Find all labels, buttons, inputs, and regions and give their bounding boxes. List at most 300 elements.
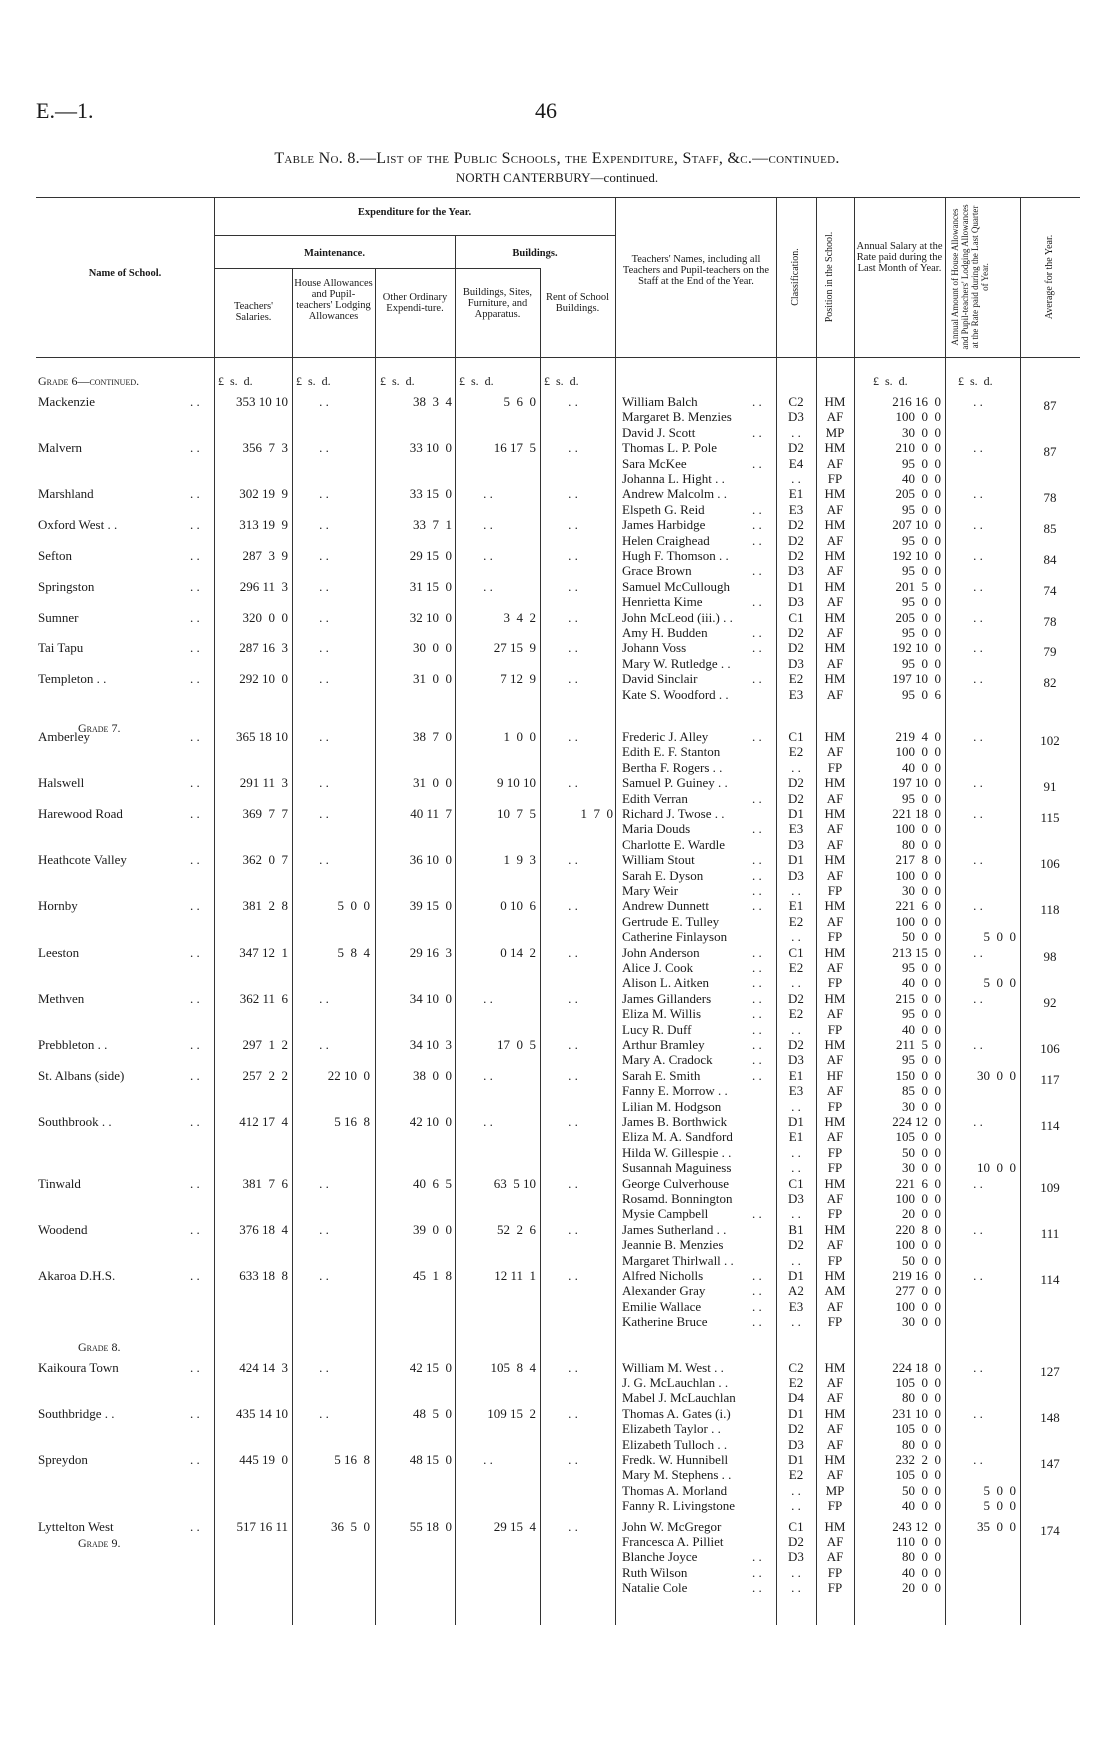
- position: HM: [824, 852, 846, 868]
- teacher-name: Johann Voss: [622, 640, 687, 656]
- buildings-expenditure: 0 10 6: [500, 898, 536, 914]
- position: HM: [824, 729, 846, 744]
- annual-salary: 243 12 0: [892, 1518, 941, 1534]
- average-attendance: 79: [1043, 644, 1057, 660]
- position: HM: [824, 486, 846, 502]
- teacher-name: Francesca A. Pilliet: [622, 1534, 724, 1549]
- page-number: 46: [535, 98, 557, 123]
- annual-salary: 40 0 0: [902, 1498, 941, 1514]
- house-allowances: . .: [319, 548, 329, 563]
- position: AF: [826, 409, 844, 425]
- classification: D1: [788, 578, 804, 594]
- school-name: Heathcote Valley: [38, 852, 127, 868]
- school-name-dots: . .: [190, 578, 200, 594]
- annual-salary: 224 12 0: [892, 1114, 941, 1129]
- header-classification: Classification.: [790, 248, 801, 306]
- rent-of-buildings: . .: [568, 1221, 578, 1237]
- house-allowance-amount: . .: [973, 1114, 983, 1129]
- teachers-salaries: 356 7 3: [242, 440, 288, 456]
- house-allowances: . .: [319, 806, 329, 821]
- buildings-expenditure: 17 0 5: [497, 1037, 536, 1052]
- average-attendance: 85: [1043, 521, 1057, 537]
- annual-salary: 207 10 0: [892, 517, 941, 533]
- teacher-name: Natalie Cole: [622, 1580, 688, 1596]
- teacher-name: Thomas A. Gates (i.): [622, 1405, 731, 1421]
- position: FP: [827, 1206, 843, 1222]
- teacher-name: James Harbidge: [622, 517, 706, 533]
- house-allowances: 22 10 0: [327, 1067, 370, 1083]
- house-allowance-amount: 5 0 0: [983, 1482, 1016, 1498]
- header-position: Position in the School.: [824, 231, 835, 323]
- annual-salary: 100 0 0: [895, 1191, 941, 1206]
- position: AF: [826, 563, 844, 579]
- teacher-name-dots: . .: [752, 1021, 762, 1037]
- classification: D3: [788, 867, 804, 883]
- teacher-name: Fanny E. Morrow . .: [622, 1083, 728, 1099]
- classification: . .: [791, 883, 801, 898]
- position: HM: [824, 671, 846, 687]
- classification: E3: [788, 1298, 804, 1314]
- teachers-salaries: 362 11 6: [239, 990, 288, 1006]
- house-allowance-amount: . .: [973, 486, 983, 502]
- teacher-name: Samuel P. Guiney . .: [622, 775, 728, 791]
- position: AF: [826, 744, 844, 760]
- house-allowances: . .: [319, 1175, 329, 1191]
- rent-of-buildings: . .: [568, 775, 578, 791]
- currency-heading: £ s. d.: [218, 374, 253, 388]
- house-allowance-amount: 5 0 0: [983, 975, 1016, 991]
- header-house-allowances: House Allowances and Pupil-teachers' Lodging Allowances: [294, 278, 373, 322]
- house-allowance-amount: . .: [973, 394, 983, 409]
- teacher-name: Grace Brown: [622, 563, 692, 579]
- teacher-name: Helen Craighead: [622, 532, 710, 548]
- position: HM: [824, 898, 846, 914]
- annual-salary: 105 0 0: [895, 1129, 941, 1145]
- position: FP: [827, 1098, 843, 1114]
- teacher-name-dots: . .: [752, 790, 762, 806]
- rent-of-buildings: . .: [568, 1067, 578, 1083]
- teachers-salaries: 376 18 4: [239, 1221, 288, 1237]
- buildings-expenditure: . .: [483, 1452, 493, 1467]
- teacher-name-dots: . .: [752, 990, 762, 1006]
- position: FP: [827, 471, 843, 486]
- other-expenditure: 40 6 5: [413, 1175, 452, 1191]
- teacher-name-dots: . .: [752, 563, 762, 579]
- other-expenditure: 42 15 0: [409, 1359, 452, 1375]
- position: HM: [824, 1175, 846, 1191]
- teachers-salaries: 296 11 3: [239, 578, 288, 594]
- annual-salary: 231 10 0: [892, 1405, 941, 1421]
- school-name-dots: . .: [190, 1359, 200, 1375]
- annual-salary: 192 10 0: [892, 640, 941, 656]
- classification: E1: [788, 486, 804, 502]
- teacher-name: Elspeth G. Reid: [622, 501, 705, 517]
- teacher-name: Sara McKee: [622, 455, 687, 471]
- teacher-name-dots: . .: [752, 960, 762, 975]
- teacher-name: Katherine Bruce: [622, 1314, 708, 1330]
- teachers-salaries: 381 2 8: [242, 898, 288, 914]
- classification: E4: [788, 455, 804, 471]
- classification: . .: [791, 975, 801, 991]
- classification: D4: [788, 1390, 804, 1406]
- annual-salary: 95 0 0: [902, 532, 941, 548]
- average-attendance: 118: [1040, 902, 1060, 918]
- position: AF: [826, 1052, 844, 1068]
- teacher-name: John McLeod (iii.) . .: [622, 609, 733, 625]
- teachers-salaries: 365 18 10: [236, 729, 288, 744]
- annual-salary: 221 18 0: [892, 806, 941, 821]
- position: AF: [826, 1298, 844, 1314]
- house-allowance-amount: . .: [973, 1452, 983, 1467]
- teacher-name-dots: . .: [752, 625, 762, 640]
- school-name-dots: . .: [190, 394, 200, 409]
- house-allowance-amount: . .: [973, 1037, 983, 1052]
- teachers-salaries: 381 7 6: [242, 1175, 288, 1191]
- annual-salary: 30 0 0: [902, 1160, 941, 1176]
- position: AF: [826, 836, 844, 852]
- position: HM: [824, 1405, 846, 1421]
- school-name: Sumner: [38, 609, 79, 625]
- position: AF: [826, 1534, 844, 1549]
- annual-salary: 95 0 0: [902, 501, 941, 517]
- buildings-expenditure: . .: [483, 548, 493, 563]
- buildings-expenditure: 29 15 4: [493, 1518, 536, 1534]
- school-name-dots: . .: [190, 990, 200, 1006]
- annual-salary: 100 0 0: [895, 913, 941, 929]
- teacher-name: Eliza M. Willis: [622, 1006, 702, 1022]
- teacher-name-dots: . .: [752, 1580, 762, 1596]
- teacher-name: Susannah Maguiness: [622, 1160, 732, 1176]
- other-expenditure: 29 15 0: [409, 548, 452, 563]
- classification: E2: [788, 1467, 804, 1483]
- position: AF: [826, 1549, 844, 1565]
- position: HM: [824, 548, 846, 563]
- other-expenditure: 29 16 3: [409, 944, 452, 960]
- position: HM: [824, 1518, 846, 1534]
- annual-salary: 100 0 0: [895, 409, 941, 425]
- position: AF: [826, 1006, 844, 1022]
- annual-salary: 40 0 0: [902, 471, 941, 486]
- position: HM: [824, 394, 846, 409]
- classification: D2: [788, 775, 804, 791]
- other-expenditure: 48 5 0: [413, 1405, 452, 1421]
- annual-salary: 30 0 0: [902, 1314, 941, 1330]
- classification: D3: [788, 1549, 804, 1565]
- school-name: Tinwald: [38, 1175, 81, 1191]
- teacher-name-dots: . .: [752, 944, 762, 960]
- rule-v: [615, 197, 616, 1625]
- currency-heading: £ s. d.: [958, 374, 993, 388]
- teacher-name: Emilie Wallace: [622, 1298, 702, 1314]
- other-expenditure: 48 15 0: [409, 1452, 452, 1467]
- teacher-name: Fanny R. Livingstone: [622, 1498, 736, 1514]
- position: AF: [826, 960, 844, 975]
- teachers-salaries: 353 10 10: [236, 394, 288, 409]
- house-allowance-amount: . .: [973, 1405, 983, 1421]
- teacher-name-dots: . .: [752, 1268, 762, 1283]
- house-allowances: . .: [319, 1221, 329, 1237]
- annual-salary: 216 16 0: [892, 394, 941, 409]
- house-allowances: . .: [319, 990, 329, 1006]
- school-name: St. Albans (side): [38, 1067, 125, 1083]
- annual-salary: 40 0 0: [902, 1564, 941, 1580]
- rent-of-buildings: . .: [568, 990, 578, 1006]
- position: AF: [826, 1390, 844, 1406]
- school-name-dots: . .: [190, 898, 200, 914]
- house-allowances: 5 0 0: [337, 898, 370, 914]
- position: MP: [825, 424, 845, 440]
- position: HM: [824, 1114, 846, 1129]
- annual-salary: 100 0 0: [895, 1298, 941, 1314]
- teacher-name-dots: . .: [752, 671, 762, 687]
- grade-heading: Grade 6—continued.: [38, 374, 140, 388]
- house-allowance-amount: . .: [973, 990, 983, 1006]
- teacher-name: William Stout: [622, 852, 695, 868]
- teacher-name: James B. Borthwick: [622, 1114, 728, 1129]
- house-allowance-amount: . .: [973, 729, 983, 744]
- position: AF: [826, 1467, 844, 1483]
- buildings-expenditure: . .: [483, 1067, 493, 1083]
- other-expenditure: 42 10 0: [409, 1114, 452, 1129]
- school-name: Spreydon: [38, 1452, 88, 1467]
- average-attendance: 174: [1040, 1522, 1060, 1538]
- table-subtitle: NORTH CANTERBURY—continued.: [455, 170, 659, 185]
- classification: D3: [788, 1191, 804, 1206]
- position: FP: [827, 1580, 843, 1596]
- teachers-salaries: 412 17 4: [239, 1114, 288, 1129]
- position: HM: [824, 440, 846, 456]
- classification: D1: [788, 1452, 804, 1467]
- position: FP: [827, 975, 843, 991]
- school-name-dots: . .: [190, 806, 200, 821]
- annual-salary: 30 0 0: [902, 424, 941, 440]
- classification: D1: [788, 852, 804, 868]
- teacher-name: Ruth Wilson: [622, 1564, 688, 1580]
- teacher-name-dots: . .: [752, 1037, 762, 1052]
- house-allowances: . .: [319, 640, 329, 656]
- average-attendance: 106: [1040, 856, 1060, 872]
- position: FP: [827, 1021, 843, 1037]
- teacher-name: Edith E. F. Stanton: [622, 744, 721, 760]
- teacher-name-dots: . .: [752, 640, 762, 656]
- teacher-name: Mysie Campbell: [622, 1206, 709, 1222]
- school-name: Prebbleton . .: [38, 1037, 108, 1052]
- annual-salary: 85 0 0: [902, 1083, 941, 1099]
- other-expenditure: 34 10 0: [409, 990, 452, 1006]
- school-name: Kaikoura Town: [38, 1359, 119, 1375]
- annual-salary: 100 0 0: [895, 867, 941, 883]
- teacher-name: Mabel J. McLauchlan: [622, 1390, 736, 1406]
- teacher-name: Samuel McCullough: [622, 578, 730, 594]
- house-allowance-amount: 35 0 0: [977, 1518, 1016, 1534]
- annual-salary: 95 0 0: [902, 625, 941, 640]
- classification: . .: [791, 929, 801, 945]
- teacher-name-dots: . .: [752, 867, 762, 883]
- house-allowances: . .: [319, 775, 329, 791]
- school-name-dots: . .: [190, 640, 200, 656]
- annual-salary: 50 0 0: [902, 1252, 941, 1268]
- teacher-name: Arthur Bramley: [622, 1037, 705, 1052]
- other-expenditure: 39 15 0: [409, 898, 452, 914]
- teacher-name: Elizabeth Taylor . .: [622, 1421, 721, 1437]
- position: HF: [826, 1067, 844, 1083]
- classification: D3: [788, 409, 804, 425]
- classification: D2: [788, 1534, 804, 1549]
- house-allowance-amount: . .: [973, 548, 983, 563]
- position: FP: [827, 1498, 843, 1514]
- header-maintenance: Maintenance.: [304, 248, 365, 259]
- teacher-name: Margaret Thirlwall . .: [622, 1252, 734, 1268]
- school-name-dots: . .: [190, 852, 200, 868]
- teacher-name-dots: . .: [752, 501, 762, 517]
- buildings-expenditure: . .: [483, 990, 493, 1006]
- teacher-name-dots: . .: [752, 1206, 762, 1222]
- grade-heading: Grade 7.: [78, 721, 121, 735]
- school-name: Springston: [38, 578, 95, 594]
- other-expenditure: 39 0 0: [413, 1221, 452, 1237]
- classification: E3: [788, 821, 804, 837]
- classification: . .: [791, 1580, 801, 1596]
- rent-of-buildings: . .: [568, 729, 578, 744]
- other-expenditure: 40 11 7: [410, 806, 452, 821]
- classification: C1: [788, 1518, 804, 1534]
- school-name: Woodend: [38, 1221, 88, 1237]
- position: AF: [826, 532, 844, 548]
- school-name-dots: . .: [190, 486, 200, 502]
- other-expenditure: 32 10 0: [409, 609, 452, 625]
- rent-of-buildings: . .: [568, 609, 578, 625]
- annual-salary: 95 0 0: [902, 1006, 941, 1022]
- rule-h: [455, 268, 540, 269]
- classification: E1: [788, 1067, 804, 1083]
- currency-heading: £ s. d.: [380, 374, 415, 388]
- teacher-name: Kate S. Woodford . .: [622, 686, 729, 702]
- school-name: Mackenzie: [38, 394, 96, 409]
- school-name: Halswell: [38, 775, 85, 791]
- teachers-salaries: 320 0 0: [242, 609, 288, 625]
- position: FP: [827, 1564, 843, 1580]
- house-allowance-amount: . .: [973, 671, 983, 687]
- position: HM: [824, 990, 846, 1006]
- position: FP: [827, 759, 843, 775]
- teachers-salaries: 517 16 11: [236, 1518, 288, 1534]
- rule-v: [455, 235, 456, 1625]
- teacher-name: Mary M. Stephens . .: [622, 1467, 732, 1483]
- school-name: Templeton . .: [38, 671, 107, 687]
- annual-salary: 40 0 0: [902, 759, 941, 775]
- school-name-dots: . .: [190, 671, 200, 687]
- school-name: Marshland: [38, 486, 94, 502]
- classification: C1: [788, 944, 804, 960]
- average-attendance: 87: [1043, 398, 1057, 413]
- classification: D3: [788, 1436, 804, 1452]
- house-allowances: . .: [319, 440, 329, 456]
- teacher-name: Lucy R. Duff: [622, 1021, 692, 1037]
- buildings-expenditure: 10 7 5: [497, 806, 536, 821]
- teacher-name-dots: . .: [752, 424, 762, 440]
- annual-salary: 105 0 0: [895, 1467, 941, 1483]
- teacher-name: Mary W. Rutledge . .: [622, 655, 731, 671]
- currency-heading: £ s. d.: [873, 374, 908, 388]
- school-name-dots: . .: [190, 517, 200, 533]
- house-allowances: . .: [319, 1037, 329, 1052]
- house-allowances: . .: [319, 1268, 329, 1283]
- classification: D2: [788, 532, 804, 548]
- house-allowance-amount: . .: [973, 609, 983, 625]
- annual-salary: 80 0 0: [902, 836, 941, 852]
- rent-of-buildings: . .: [568, 1037, 578, 1052]
- average-attendance: 117: [1040, 1071, 1060, 1087]
- teacher-name: Mary Weir: [622, 883, 679, 898]
- school-name: Tai Tapu: [38, 640, 84, 656]
- classification: D2: [788, 548, 804, 563]
- header-annual-amount: Annual Amount of House Allowances and Pupil-teachers' Lodging Allowances at the Rate paid during the Last Quarter of Year.: [950, 204, 990, 350]
- house-allowances: 36 5 0: [331, 1518, 370, 1534]
- annual-salary: 80 0 0: [902, 1436, 941, 1452]
- annual-salary: 215 0 0: [895, 990, 941, 1006]
- rule-v: [776, 197, 777, 1625]
- rent-of-buildings: . .: [568, 1175, 578, 1191]
- rent-of-buildings: 1 7 0: [580, 806, 613, 821]
- rent-of-buildings: . .: [568, 852, 578, 868]
- school-name-dots: . .: [190, 775, 200, 791]
- teacher-name: Sarah E. Smith: [622, 1067, 701, 1083]
- rule-v: [540, 268, 541, 1625]
- school-name: Akaroa D.H.S.: [38, 1268, 116, 1283]
- rent-of-buildings: . .: [568, 1518, 578, 1534]
- buildings-expenditure: 109 15 2: [487, 1405, 536, 1421]
- average-attendance: 114: [1040, 1272, 1060, 1287]
- classification: B1: [788, 1221, 804, 1237]
- classification: . .: [791, 1564, 801, 1580]
- teachers-salaries: 292 10 0: [239, 671, 288, 687]
- school-name: Oxford West . .: [38, 517, 118, 533]
- teacher-name: Alison L. Aitken: [622, 975, 710, 991]
- header-teachers-salaries: Teachers' Salaries.: [233, 301, 274, 323]
- teacher-name: Rosamd. Bonnington: [622, 1191, 733, 1206]
- classification: D3: [788, 563, 804, 579]
- position: AF: [826, 1421, 844, 1437]
- teacher-name-dots: . .: [752, 532, 762, 548]
- teacher-name: Alexander Gray: [622, 1283, 706, 1299]
- annual-salary: 100 0 0: [895, 744, 941, 760]
- teacher-name: Hilda W. Gillespie . .: [622, 1144, 732, 1160]
- teachers-salaries: 302 19 9: [239, 486, 288, 502]
- annual-salary: 192 10 0: [892, 548, 941, 563]
- classification: D3: [788, 594, 804, 610]
- annual-salary: 221 6 0: [895, 1175, 941, 1191]
- house-allowance-amount: . .: [973, 440, 983, 456]
- other-expenditure: 38 0 0: [413, 1067, 452, 1083]
- position: HM: [824, 775, 846, 791]
- teacher-name: Bertha F. Rogers . .: [622, 759, 723, 775]
- school-name: Harewood Road: [38, 806, 123, 821]
- teachers-salaries: 633 18 8: [239, 1268, 288, 1283]
- house-allowances: . .: [319, 852, 329, 868]
- house-allowance-amount: . .: [973, 1175, 983, 1191]
- position: AM: [824, 1283, 846, 1299]
- classification: D2: [788, 990, 804, 1006]
- annual-salary: 95 0 0: [902, 960, 941, 975]
- annual-salary: 20 0 0: [902, 1580, 941, 1596]
- average-attendance: 78: [1043, 490, 1057, 506]
- position: AF: [826, 1191, 844, 1206]
- annual-salary: 50 0 0: [902, 1144, 941, 1160]
- annual-salary: 213 15 0: [892, 944, 941, 960]
- currency-heading: £ s. d.: [296, 374, 331, 388]
- teachers-salaries: 257 2 2: [242, 1067, 288, 1083]
- position: FP: [827, 1252, 843, 1268]
